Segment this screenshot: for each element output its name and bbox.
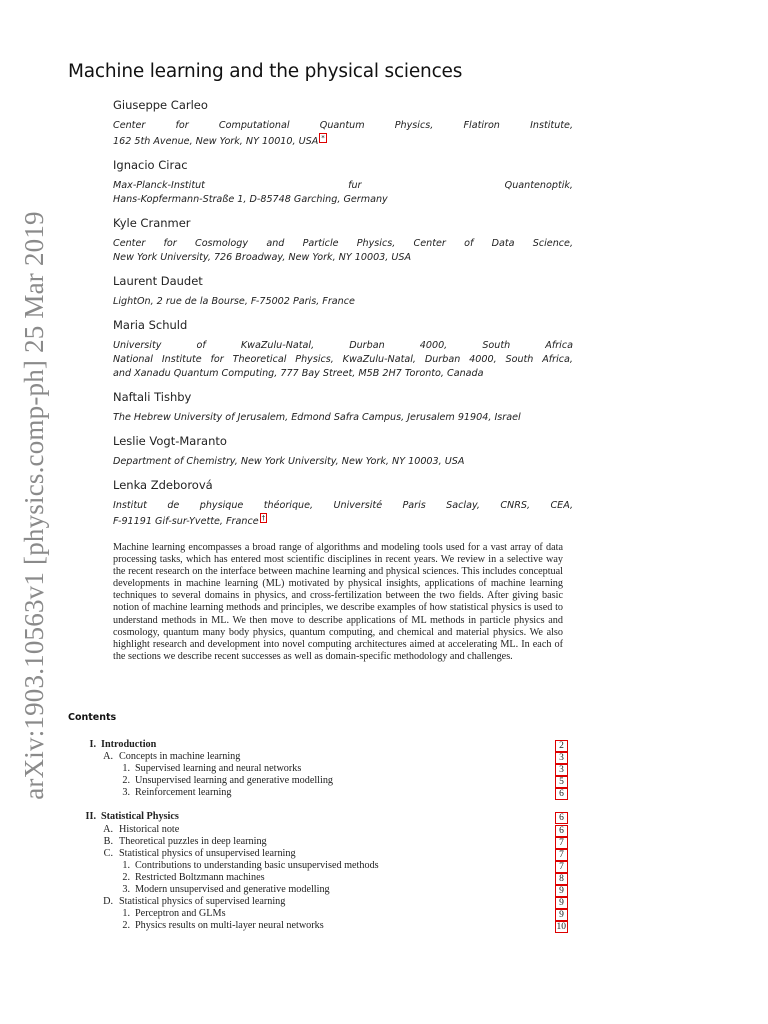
toc-label: Perceptron and GLMs (135, 908, 226, 920)
affiliation-line (113, 339, 573, 353)
toc-page-link[interactable]: 5 (555, 776, 568, 788)
toc-entry[interactable] (68, 896, 568, 908)
affiliation-line (113, 411, 573, 425)
toc-label: Statistical physics of unsupervised learning (119, 847, 296, 859)
toc-number: B. (103, 835, 113, 847)
toc-page-link[interactable]: 7 (555, 837, 568, 849)
affiliation-line (113, 367, 573, 381)
toc-number: 2. (122, 871, 130, 883)
contents-heading: Contents (68, 712, 117, 723)
footnote-link[interactable]: † (261, 514, 266, 523)
author-name: Ignacio Cirac (113, 158, 188, 173)
toc-entry[interactable] (68, 848, 568, 860)
toc-entry[interactable] (68, 775, 568, 787)
toc-label: Modern unsupervised and generative modelling (135, 884, 330, 896)
toc-page-link[interactable]: 2 (555, 740, 568, 752)
author-block (113, 434, 573, 469)
toc-page-link[interactable]: 9 (555, 909, 568, 921)
affiliation-line (113, 295, 573, 309)
toc-number: A. (103, 751, 113, 763)
toc-label: Contributions to understanding basic unsupervised methods (135, 859, 379, 871)
toc-page-link[interactable]: 6 (555, 812, 568, 824)
toc-page-link[interactable]: 9 (555, 897, 568, 909)
toc-number: 2. (122, 775, 130, 787)
affiliation-text: Hans-Kopfermann-Straße 1, D-85748 Garching, Germany (113, 194, 388, 206)
toc-page-link[interactable]: 10 (556, 922, 566, 933)
author-name: Laurent Daudet (113, 274, 203, 289)
author-name: Leslie Vogt-Maranto (113, 434, 227, 449)
toc-label: Historical note (119, 823, 180, 835)
toc-number: 1. (122, 859, 130, 871)
toc-label: Supervised learning and neural networks (135, 763, 302, 775)
author-block (113, 390, 573, 425)
affiliation-line (113, 179, 573, 193)
affiliation-text: F-91191 Gif-sur-Yvette, France (113, 516, 259, 528)
affiliation-text: Center for Cosmology and Particle Physics, Center of Data Science, (113, 238, 573, 250)
toc-entry[interactable] (68, 811, 568, 823)
affiliation-text: The Hebrew University of Jerusalem, Edmond Safra Campus, Jerusalem 91904, Israel (113, 412, 521, 424)
toc-entry[interactable] (68, 739, 568, 751)
affiliation-text: and Xanadu Quantum Computing, 777 Bay Street, M5B 2H7 Toronto, Canada (113, 368, 484, 380)
affiliation-text: Department of Chemistry, New York University, New York, NY 10003, USA (113, 456, 465, 468)
toc-number: 1. (122, 908, 130, 920)
affiliation-line (113, 133, 573, 149)
toc-page-link[interactable]: 7 (555, 849, 568, 861)
toc-page-link[interactable]: 9 (555, 885, 568, 897)
affiliation-line (113, 251, 573, 265)
toc-label: Statistical physics of supervised learning (119, 896, 286, 908)
toc-entry[interactable] (68, 920, 568, 932)
toc-number: 3. (122, 787, 130, 799)
author-block (113, 98, 573, 149)
affiliation-line (113, 193, 573, 207)
author-name: Kyle Cranmer (113, 216, 191, 231)
affiliation-text: Institut de physique théorique, Université Paris Saclay, CNRS, CEA, (113, 500, 573, 512)
toc-entry[interactable] (68, 908, 568, 920)
toc-label: Physics results on multi-layer neural networks (135, 920, 324, 932)
affiliation-line (113, 499, 573, 513)
toc-page-link[interactable]: 7 (555, 861, 568, 873)
abstract: Machine learning encompasses a broad range of algorithms and modeling tools used for a vast array of data processing tasks, which has entered most scientific disciplines in recent years. We review in a selective way the recent research on the interface between machine learning and physical sciences. This includes conceptual developments in machine learning (ML) motivated by physical insights, applications of machine learning techniques to several domains in physics, and cross-fertilization between the two fields. After giving basic notion of machine learning methods and principles, we describe examples of how statistical physics is used to understand methods in ML. We then move to describe applications of ML methods in particle physics and cosmology, quantum many body physics, quantum computing, and chemical and material physics. We also highlight research and development into novel computing architectures aimed at accelerating ML. In each of the sections we describe recent successes as well as domain-specific methodology and challenges. (113, 542, 563, 662)
arxiv-sidebar (12, 210, 56, 800)
affiliation-text: National Institute for Theoretical Physics, KwaZulu-Natal, Durban 4000, South Africa, (113, 354, 573, 366)
toc-label: Concepts in machine learning (119, 751, 241, 763)
toc-entry[interactable] (68, 824, 568, 836)
toc-label: Restricted Boltzmann machines (135, 871, 265, 883)
toc-label: Unsupervised learning and generative modelling (135, 775, 334, 787)
affiliation-text: New York University, 726 Broadway, New York, NY 10003, USA (113, 252, 412, 264)
toc-entry[interactable] (68, 836, 568, 848)
toc-entry[interactable] (68, 872, 568, 884)
paper-title: Machine learning and the physical sciences (68, 61, 463, 82)
toc-number: II. (85, 811, 96, 823)
toc-page-link[interactable]: 8 (555, 873, 568, 885)
author-name: Lenka Zdeborová (113, 478, 213, 493)
author-block (113, 274, 573, 309)
toc-label: Statistical Physics (101, 811, 179, 823)
author-list (113, 98, 573, 538)
author-name: Maria Schuld (113, 318, 188, 333)
affiliation-text: Center for Computational Quantum Physics, Flatiron Institute, (113, 120, 573, 131)
affiliation-line (113, 353, 573, 367)
affiliation-line (113, 237, 573, 251)
affiliation-line (113, 119, 573, 133)
author-block (113, 158, 573, 207)
author-block (113, 216, 573, 265)
toc-number: 3. (122, 884, 130, 896)
affiliation-text: LightOn, 2 rue de la Bourse, F-75002 Paris, France (113, 296, 355, 308)
toc-number: A. (103, 823, 113, 835)
toc-label: Reinforcement learning (135, 787, 232, 799)
toc-number: C. (103, 847, 113, 859)
author-block (113, 318, 573, 381)
toc-label: Theoretical puzzles in deep learning (119, 835, 267, 847)
toc-entry[interactable] (68, 751, 568, 763)
toc-entry[interactable] (68, 787, 568, 799)
toc-entry[interactable] (68, 860, 568, 872)
affiliation-text: 162 5th Avenue, New York, NY 10010, USA (113, 136, 319, 148)
toc-label: Introduction (101, 739, 157, 750)
footnote-link[interactable]: * (321, 134, 325, 142)
arxiv-identifier: arXiv:1903.10563v1 [physics.comp-ph] 25 Mar 2019 (18, 210, 49, 800)
toc-entry[interactable] (68, 884, 568, 896)
affiliation-text: Max-Planck-Institut fur Quantenoptik, (113, 180, 573, 192)
toc-page-link[interactable]: 3 (555, 764, 568, 776)
author-block (113, 478, 573, 529)
toc-number: D. (103, 896, 113, 908)
toc-number: I. (89, 739, 96, 750)
toc-page-link[interactable]: 6 (555, 825, 568, 837)
affiliation-line (113, 513, 573, 529)
affiliation-line (113, 455, 573, 469)
toc-number: 2. (122, 920, 130, 932)
toc-page-link[interactable]: 6 (555, 788, 568, 800)
toc-page-link[interactable]: 3 (555, 752, 568, 764)
author-name: Giuseppe Carleo (113, 98, 208, 112)
affiliation-text: University of KwaZulu-Natal, Durban 4000, South Africa (113, 340, 573, 352)
toc-entry[interactable] (68, 763, 568, 775)
table-of-contents (68, 739, 568, 932)
toc-number: 1. (122, 763, 130, 775)
author-name: Naftali Tishby (113, 390, 192, 405)
